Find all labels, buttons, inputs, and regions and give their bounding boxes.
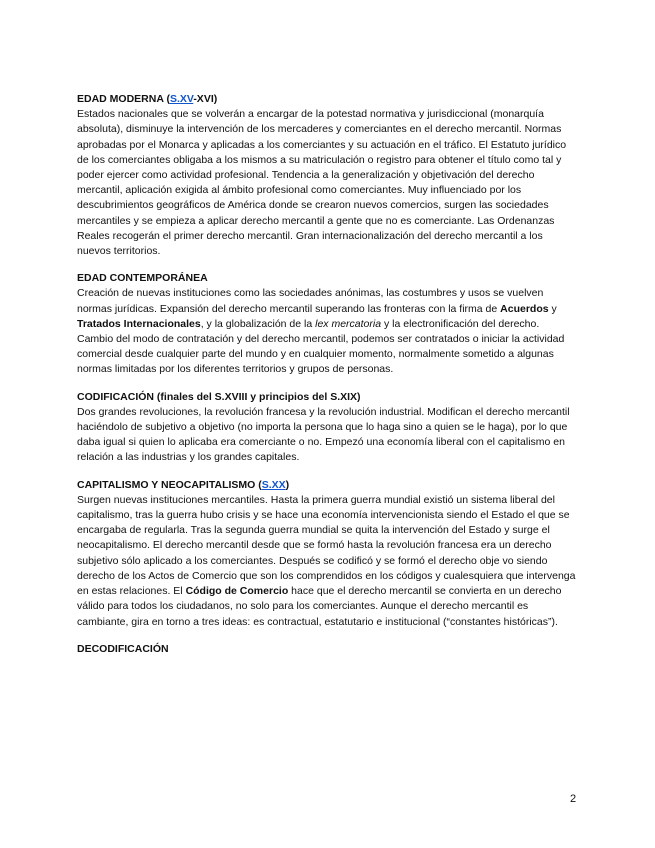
paragraph-text: y: [548, 302, 557, 315]
paragraph-text: hace que el derecho mercantil se convierta en un derecho válido para todos los ciudadanos, no solo para los comerciantes. Aunque el derecho mercantil es cambiante, gira en torno a tres ideas: es contractual, estatutario e institucional (“constantes históricas”).: [77, 585, 562, 628]
bold-term: Tratados Internacionales: [77, 317, 201, 330]
heading-text: CAPITALISMO Y NEOCAPITALISMO (: [77, 478, 262, 491]
paragraph-text: y la electronificación del derecho. Cambio del modo de contratación y del derecho mercantil, podemos ser contratados o iniciar la actividad comercial desde cualquier parte del mundo y en cualquier momento, normalmente sometido a algunas normas limitadas por los diferentes territorios y grupos de personas.: [77, 317, 565, 376]
paragraph-text: Creación de nuevas instituciones como las sociedades anónimas, las costumbres y usos se vuelven normas jurídicas. Expansión del derecho mercantil superando las fronteras con la firma de: [77, 287, 544, 315]
section-paragraph: [77, 286, 577, 377]
bold-term: Acuerdos: [500, 302, 549, 315]
paragraph-text: Surgen nuevas instituciones mercantiles. Hasta la primera guerra mundial existió un sistema liberal del capitalismo, tras la guerra hubo crisis y se hace una economía intervencionista siendo el Estado el que se encargaba de regularla. Tras la segunda guerra mundial se quita la intervención del Estado y surge el neocapitalismo. El derecho mercantil desde que se formó hasta la revolución francesa era un derecho subjetivo sólo aplicado a los comerciantes. Después se codificó y se formó el derecho obje vo siendo derecho de los Actos de Comercio que son los comprendidos en los códigos y cualesquiera que intervenga en estas relaciones. El: [77, 493, 576, 598]
century-link[interactable]: S.XV: [169, 93, 194, 105]
section-heading: DECODIFICACIÓN: [77, 642, 169, 655]
section-edad-contemporanea: [77, 271, 577, 377]
section-heading: EDAD CONTEMPORÁNEA: [77, 272, 208, 285]
heading-text: -XVI): [193, 93, 218, 105]
section-decodificacion: [77, 642, 577, 657]
paragraph-text: , y la globalización de la: [200, 317, 316, 330]
section-heading: [77, 478, 577, 493]
heading-text: EDAD MODERNA (: [77, 93, 170, 105]
bold-term: Código de Comercio: [185, 585, 289, 598]
section-paragraph: Dos grandes revoluciones, la revolución francesa y la revolución industrial. Modifican el derecho mercantil haciéndolo de subjetivo a objetivo (no importa la persona que lo haga sino a quien se le haga), por lo que daba igual si quien lo aplicaba era comerciante o no. Empezó una economía liberal con el capitalismo en relación a las industrias y los grandes capitales.: [77, 405, 570, 464]
heading-text: ): [285, 478, 290, 491]
section-heading: CODIFICACIÓN (finales del S.XVIII y principios del S.XIX): [77, 390, 361, 403]
section-paragraph: [77, 493, 577, 630]
document-body: [77, 92, 577, 669]
section-paragraph: Estados nacionales que se volverán a encargar de la potestad normativa y jurisdiccional (monarquía absoluta), disminuye la intervención de los mercaderes y comerciantes en el derecho mercantil. Normas aprobadas por el Monarca y aplicadas a los comerciantes y su actuación en el tráfico. El Estatuto jurídico de los comerciantes obligaba a los mismos a su matriculación o registro para obtener el título como tal y poder ejercer como actividad profesional. Tendencia a la generalización y objetivación del derecho mercantil, aplicación exigida al ámbito profesional como comerciantes. Muy influenciado por los descubrimientos geográficos de América donde se crearon nuevos comercios, surgen las sociedades mercantiles y se empieza a aplicar derecho mercantil a gente que no es comerciante. Las Ordenanzas Reales recogerán el primer derecho mercantil. Gran internacionalización del derecho mercantil a los nuevos territorios.: [77, 108, 567, 258]
century-link[interactable]: S.XX: [261, 478, 286, 491]
page-number: 2: [570, 793, 577, 805]
section-capitalismo: [77, 478, 577, 630]
section-heading: [77, 92, 577, 107]
section-edad-moderna: [77, 92, 577, 259]
italic-term: lex mercatoria: [315, 317, 382, 330]
section-codificacion: [77, 390, 577, 466]
